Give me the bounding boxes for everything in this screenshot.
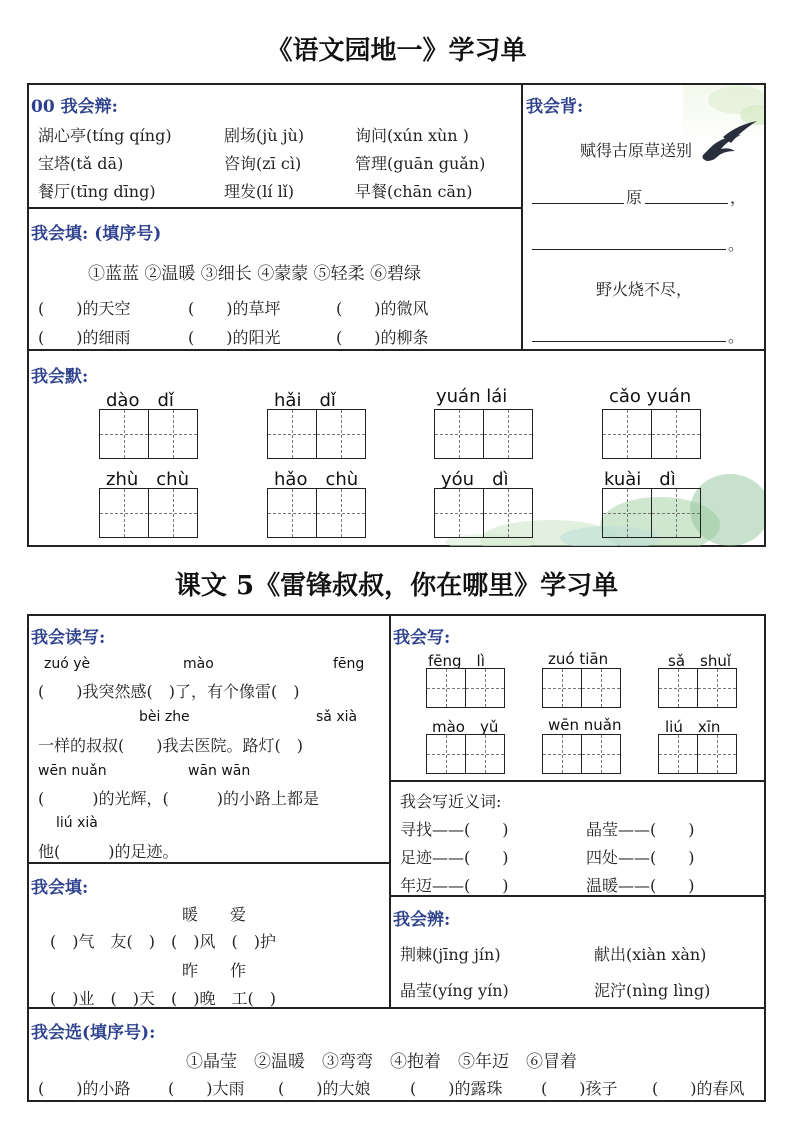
tian-item[interactable]: ( )的草坪 <box>188 299 281 318</box>
duxie-text[interactable]: 一样的叔叔( )我去医院。路灯( ) <box>38 736 303 755</box>
xuan-item[interactable]: ( )的露珠 <box>410 1079 503 1098</box>
poem-text: 野火烧不尽， <box>596 280 693 299</box>
mo-pinyin: yóu dì <box>441 469 509 490</box>
duxie-pinyin: fēng <box>333 656 365 672</box>
writing-grid[interactable] <box>658 734 737 774</box>
poem-title: 赋得古原草送别 <box>580 141 693 160</box>
bian-header: 00 我会辩: <box>31 97 118 117</box>
mo-pinyin: hǎo chù <box>274 469 359 490</box>
bian-item: 剧场(jù jù) <box>224 126 305 145</box>
duxie-pinyin: wān wān <box>188 763 251 779</box>
writing-grid[interactable] <box>602 409 701 459</box>
bian-item: 咨询(zī cì) <box>224 154 302 173</box>
duxie-pinyin: liú xià <box>56 815 98 831</box>
duxie-pinyin: wēn nuǎn <box>38 763 107 779</box>
bian2-item: 泥泞(nìng lìng) <box>594 981 711 1000</box>
jinyi-item[interactable]: 温暖——( ) <box>586 876 695 895</box>
mo-pinyin: dào dǐ <box>106 390 174 411</box>
mo-pinyin: hǎi dǐ <box>274 390 336 411</box>
xie-header: 我会写: <box>393 628 451 648</box>
writing-grid[interactable] <box>99 409 198 459</box>
jinyi-item[interactable]: 晶莹——( ) <box>586 820 695 839</box>
poem-blank[interactable] <box>645 203 728 204</box>
xuan-item[interactable]: ( )的小路 <box>38 1079 131 1098</box>
writing-grid[interactable] <box>426 668 505 708</box>
tian-item[interactable]: ( )的柳条 <box>336 328 429 347</box>
tian-item[interactable]: ( )的天空 <box>38 299 131 318</box>
writing-grid[interactable] <box>267 488 366 538</box>
xie-pinyin: sǎ shuǐ <box>668 652 732 670</box>
xie-pinyin: fēng lì <box>428 652 485 670</box>
jinyi-item[interactable]: 寻找——( ) <box>400 820 509 839</box>
jinyi-item[interactable]: 年迈——( ) <box>400 876 509 895</box>
xie-pinyin: wēn nuǎn <box>548 716 622 734</box>
xie-pinyin: liú xīn <box>665 718 721 736</box>
tian-item[interactable]: ( )的阳光 <box>188 328 281 347</box>
writing-grid[interactable] <box>542 734 621 774</box>
bian2-item: 荆棘(jīng jín) <box>400 945 501 964</box>
tian2-header: 我会填: <box>31 878 89 898</box>
duxie-pinyin: sǎ xià <box>316 709 358 725</box>
xuan-item[interactable]: ( )大雨 <box>168 1079 245 1098</box>
duxie-text[interactable]: ( )的光辉，( )的小路上都是 <box>38 789 319 808</box>
mo-pinyin: cǎo yuán <box>609 386 692 407</box>
landscape-decoration <box>523 85 764 349</box>
xie-pinyin: zuó tiān <box>548 650 609 668</box>
tian2-chars: 暖 爱 <box>182 905 247 924</box>
jinyi-header: 我会写近义词: <box>400 792 502 811</box>
bian-item: 理发(lí lǐ) <box>224 182 295 201</box>
xuan-item[interactable]: ( )的春风 <box>652 1079 745 1098</box>
writing-grid[interactable] <box>602 488 701 538</box>
jinyi-item[interactable]: 足迹——( ) <box>400 848 509 867</box>
mo-pinyin: yuán lái <box>436 386 508 407</box>
xie-pinyin: mào yǔ <box>432 718 499 736</box>
bei-header: 我会背: <box>526 97 584 117</box>
duxie-text[interactable]: ( )我突然感( )了，有个像雷( ) <box>38 682 300 701</box>
mo-pinyin: zhù chù <box>106 469 189 490</box>
bian2-item: 献出(xiàn xàn) <box>594 945 707 964</box>
xuan-header: 我会选(填序号): <box>31 1023 156 1043</box>
tian-item[interactable]: ( )的细雨 <box>38 328 131 347</box>
writing-grid[interactable] <box>434 488 533 538</box>
poem-text: 原 <box>626 188 643 207</box>
writing-grid[interactable] <box>267 409 366 459</box>
writing-grid[interactable] <box>434 409 533 459</box>
bian-item: 早餐(chān cān) <box>355 182 473 201</box>
xuan-item[interactable]: ( )孩子 <box>541 1079 618 1098</box>
poem-blank[interactable] <box>532 249 726 250</box>
tian-item[interactable]: ( )的微风 <box>336 299 429 318</box>
poem-punct: ， <box>730 188 747 207</box>
tian-header: 我会填: (填序号) <box>31 224 162 244</box>
poem-blank[interactable] <box>532 341 726 342</box>
duxie-pinyin: bèi zhe <box>139 709 190 725</box>
xuan-item[interactable]: ( )的大娘 <box>278 1079 371 1098</box>
bian-item: 餐厅(tīng dīng) <box>38 182 156 201</box>
page-title-2: 课文 5《雷锋叔叔，你在哪里》学习单 <box>174 571 619 601</box>
duxie-header: 我会读写: <box>31 628 106 648</box>
bian2-item: 晶莹(yíng yín) <box>400 981 509 1000</box>
poem-punct: 。 <box>728 327 745 346</box>
tian2-row[interactable]: ( )业 ( )天 ( )晚 工( ) <box>50 989 276 1008</box>
bian-item: 宝塔(tǎ dā) <box>38 154 124 173</box>
bian-item: 管理(guān guǎn) <box>355 154 486 173</box>
jinyi-item[interactable]: 四处——( ) <box>586 848 695 867</box>
duxie-text[interactable]: 他( )的足迹。 <box>38 842 179 861</box>
poem-punct: 。 <box>728 235 745 254</box>
poem-blank[interactable] <box>532 203 624 204</box>
writing-grid[interactable] <box>99 488 198 538</box>
writing-grid[interactable] <box>426 734 505 774</box>
mo-header: 我会默: <box>31 367 89 387</box>
duxie-pinyin: mào <box>183 656 214 672</box>
mo-pinyin: kuài dì <box>604 469 676 490</box>
bian-item: 询问(xún xùn ) <box>355 126 469 145</box>
page-title: 《语文园地一》学习单 <box>266 36 527 66</box>
tian2-chars: 昨 作 <box>182 961 247 980</box>
bian2-header: 我会辨: <box>393 910 451 930</box>
writing-grid[interactable] <box>542 668 621 708</box>
duxie-pinyin: zuó yè <box>44 656 91 672</box>
bian-item: 湖心亭(tíng qíng) <box>38 126 172 145</box>
tian2-row[interactable]: ( )气 友( ) ( )风 ( )护 <box>50 932 276 951</box>
writing-grid[interactable] <box>658 668 737 708</box>
tian-options: ①蓝蓝 ②温暖 ③细长 ④蒙蒙 ⑤轻柔 ⑥碧绿 <box>88 264 422 284</box>
xuan-options: ①晶莹 ②温暖 ③弯弯 ④抱着 ⑤年迈 ⑥冒着 <box>186 1052 577 1072</box>
